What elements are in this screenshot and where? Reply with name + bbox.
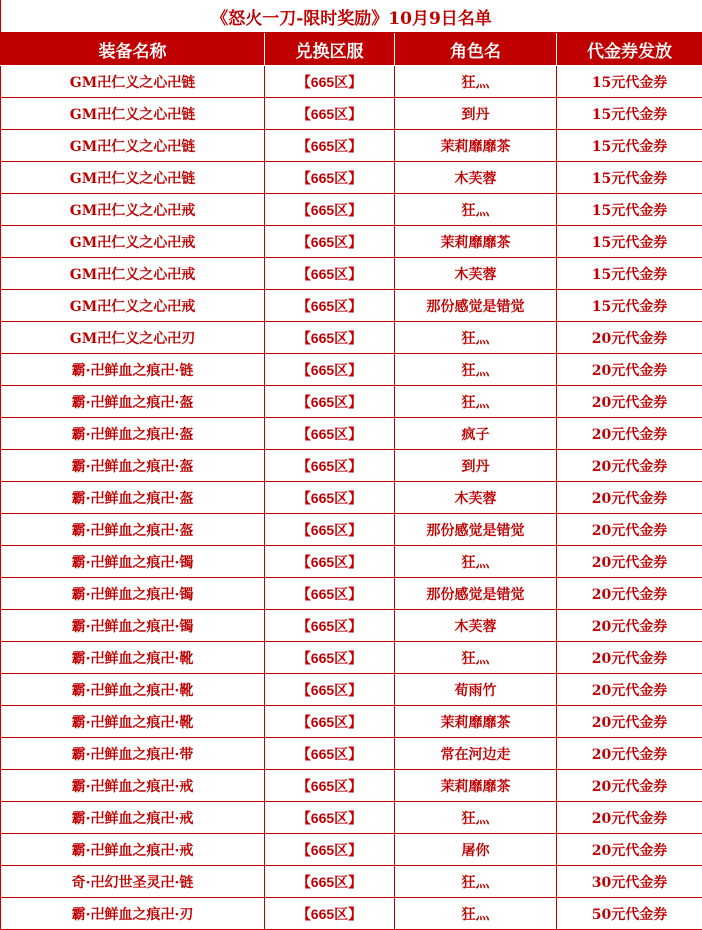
table-row [1, 866, 702, 898]
character-name-cell: 屠你 [395, 834, 557, 866]
character-name-cell: 狂灬 [395, 194, 557, 226]
character-name-cell: 狂灬 [395, 546, 557, 578]
character-name-cell: 狂灬 [395, 642, 557, 674]
server-cell: 【665区】 [265, 354, 395, 386]
table-row [1, 322, 702, 354]
server-cell: 【665区】 [265, 706, 395, 738]
voucher-cell: 20元代金券 [557, 770, 702, 802]
character-name-cell: 狂灬 [395, 354, 557, 386]
equipment-name-cell: 霸·卍鲜血之痕卍·镯 [1, 578, 265, 610]
equipment-name-cell: GM卍仁义之心卍戒 [1, 226, 265, 258]
character-name-cell: 木芙蓉 [395, 610, 557, 642]
table-header-row [1, 33, 702, 66]
equipment-name-cell: 霸·卍鲜血之痕卍·刃 [1, 898, 265, 930]
table-row [1, 194, 702, 226]
server-cell: 【665区】 [265, 610, 395, 642]
character-name-cell: 狂灬 [395, 322, 557, 354]
equipment-name-cell: 霸·卍鲜血之痕卍·盔 [1, 482, 265, 514]
character-name-cell: 木芙蓉 [395, 258, 557, 290]
voucher-cell: 15元代金券 [557, 98, 702, 130]
character-name-cell: 狂灬 [395, 66, 557, 98]
table-row [1, 674, 702, 706]
equipment-name-cell: GM卍仁义之心卍链 [1, 66, 265, 98]
equipment-name-cell: 霸·卍鲜血之痕卍·靴 [1, 642, 265, 674]
table-row [1, 770, 702, 802]
server-cell: 【665区】 [265, 866, 395, 898]
character-name-cell: 常在河边走 [395, 738, 557, 770]
voucher-cell: 15元代金券 [557, 130, 702, 162]
voucher-cell: 20元代金券 [557, 450, 702, 482]
server-cell: 【665区】 [265, 418, 395, 450]
page-title: 《怒火一刀-限时奖励》10月9日名单 [1, 0, 702, 33]
character-name-cell: 狂灬 [395, 802, 557, 834]
equipment-name-cell: GM卍仁义之心卍戒 [1, 258, 265, 290]
table-row [1, 514, 702, 546]
table-row [1, 290, 702, 322]
server-cell: 【665区】 [265, 162, 395, 194]
character-name-cell: 木芙蓉 [395, 162, 557, 194]
table-row [1, 898, 702, 930]
character-name-cell: 狂灬 [395, 898, 557, 930]
character-name-cell: 到丹 [395, 98, 557, 130]
table-row [1, 482, 702, 514]
table-row [1, 578, 702, 610]
header-server: 兑换区服 [265, 33, 395, 66]
table-row [1, 386, 702, 418]
equipment-name-cell: GM卍仁义之心卍链 [1, 98, 265, 130]
voucher-cell: 15元代金券 [557, 226, 702, 258]
server-cell: 【665区】 [265, 482, 395, 514]
table-row [1, 802, 702, 834]
server-cell: 【665区】 [265, 674, 395, 706]
table-row [1, 642, 702, 674]
character-name-cell: 狂灬 [395, 386, 557, 418]
equipment-name-cell: 霸·卍鲜血之痕卍·带 [1, 738, 265, 770]
header-character-name: 角色名 [395, 33, 557, 66]
character-name-cell: 到丹 [395, 450, 557, 482]
character-name-cell: 茉莉靡靡茶 [395, 226, 557, 258]
voucher-cell: 15元代金券 [557, 290, 702, 322]
voucher-cell: 15元代金券 [557, 162, 702, 194]
voucher-cell: 30元代金券 [557, 866, 702, 898]
server-cell: 【665区】 [265, 66, 395, 98]
character-name-cell: 那份感觉是错觉 [395, 514, 557, 546]
server-cell: 【665区】 [265, 738, 395, 770]
equipment-name-cell: 霸·卍鲜血之痕卍·镯 [1, 546, 265, 578]
table-row [1, 258, 702, 290]
table-body [1, 66, 702, 930]
voucher-cell: 20元代金券 [557, 514, 702, 546]
voucher-cell: 20元代金券 [557, 322, 702, 354]
table-row [1, 706, 702, 738]
table-row [1, 418, 702, 450]
equipment-name-cell: 霸·卍鲜血之痕卍·盔 [1, 450, 265, 482]
server-cell: 【665区】 [265, 194, 395, 226]
server-cell: 【665区】 [265, 898, 395, 930]
character-name-cell: 那份感觉是错觉 [395, 578, 557, 610]
server-cell: 【665区】 [265, 322, 395, 354]
voucher-cell: 20元代金券 [557, 674, 702, 706]
voucher-cell: 15元代金券 [557, 258, 702, 290]
voucher-cell: 20元代金券 [557, 418, 702, 450]
voucher-cell: 20元代金券 [557, 578, 702, 610]
server-cell: 【665区】 [265, 130, 395, 162]
equipment-name-cell: 霸·卍鲜血之痕卍·戒 [1, 802, 265, 834]
server-cell: 【665区】 [265, 802, 395, 834]
character-name-cell: 疯子 [395, 418, 557, 450]
server-cell: 【665区】 [265, 450, 395, 482]
equipment-name-cell: 霸·卍鲜血之痕卍·盔 [1, 514, 265, 546]
voucher-cell: 20元代金券 [557, 386, 702, 418]
voucher-cell: 20元代金券 [557, 706, 702, 738]
voucher-cell: 20元代金券 [557, 546, 702, 578]
table-row [1, 834, 702, 866]
table-row [1, 162, 702, 194]
equipment-name-cell: 霸·卍鲜血之痕卍·盔 [1, 418, 265, 450]
table-row [1, 546, 702, 578]
server-cell: 【665区】 [265, 834, 395, 866]
server-cell: 【665区】 [265, 642, 395, 674]
character-name-cell: 狂灬 [395, 866, 557, 898]
character-name-cell: 茉莉靡靡茶 [395, 706, 557, 738]
table-row [1, 130, 702, 162]
server-cell: 【665区】 [265, 290, 395, 322]
table-row [1, 450, 702, 482]
equipment-name-cell: 霸·卍鲜血之痕卍·盔 [1, 386, 265, 418]
equipment-name-cell: 霸·卍鲜血之痕卍·镯 [1, 610, 265, 642]
equipment-name-cell: 霸·卍鲜血之痕卍·靴 [1, 706, 265, 738]
header-equipment-name: 装备名称 [1, 33, 265, 66]
server-cell: 【665区】 [265, 258, 395, 290]
character-name-cell: 茉莉靡靡茶 [395, 770, 557, 802]
voucher-cell: 20元代金券 [557, 354, 702, 386]
equipment-name-cell: GM卍仁义之心卍刃 [1, 322, 265, 354]
voucher-cell: 15元代金券 [557, 66, 702, 98]
character-name-cell: 茉莉靡靡茶 [395, 130, 557, 162]
server-cell: 【665区】 [265, 514, 395, 546]
equipment-name-cell: GM卍仁义之心卍链 [1, 162, 265, 194]
server-cell: 【665区】 [265, 770, 395, 802]
voucher-cell: 20元代金券 [557, 738, 702, 770]
server-cell: 【665区】 [265, 226, 395, 258]
voucher-cell: 20元代金券 [557, 610, 702, 642]
voucher-cell: 50元代金券 [557, 898, 702, 930]
table-row [1, 738, 702, 770]
equipment-name-cell: GM卍仁义之心卍戒 [1, 194, 265, 226]
voucher-cell: 20元代金券 [557, 482, 702, 514]
voucher-cell: 15元代金券 [557, 194, 702, 226]
table-row [1, 226, 702, 258]
equipment-name-cell: GM卍仁义之心卍链 [1, 130, 265, 162]
server-cell: 【665区】 [265, 578, 395, 610]
equipment-name-cell: 霸·卍鲜血之痕卍·戒 [1, 770, 265, 802]
equipment-name-cell: GM卍仁义之心卍戒 [1, 290, 265, 322]
equipment-name-cell: 霸·卍鲜血之痕卍·靴 [1, 674, 265, 706]
server-cell: 【665区】 [265, 386, 395, 418]
table-row [1, 354, 702, 386]
character-name-cell: 木芙蓉 [395, 482, 557, 514]
server-cell: 【665区】 [265, 546, 395, 578]
voucher-cell: 20元代金券 [557, 834, 702, 866]
table-row [1, 610, 702, 642]
character-name-cell: 荀雨竹 [395, 674, 557, 706]
voucher-cell: 20元代金券 [557, 802, 702, 834]
character-name-cell: 那份感觉是错觉 [395, 290, 557, 322]
server-cell: 【665区】 [265, 98, 395, 130]
table-row [1, 66, 702, 98]
equipment-name-cell: 霸·卍鲜血之痕卍·链 [1, 354, 265, 386]
equipment-name-cell: 霸·卍鲜血之痕卍·戒 [1, 834, 265, 866]
table-row [1, 98, 702, 130]
header-voucher: 代金券发放 [557, 33, 702, 66]
voucher-cell: 20元代金券 [557, 642, 702, 674]
equipment-name-cell: 奇·卍幻世圣灵卍·链 [1, 866, 265, 898]
